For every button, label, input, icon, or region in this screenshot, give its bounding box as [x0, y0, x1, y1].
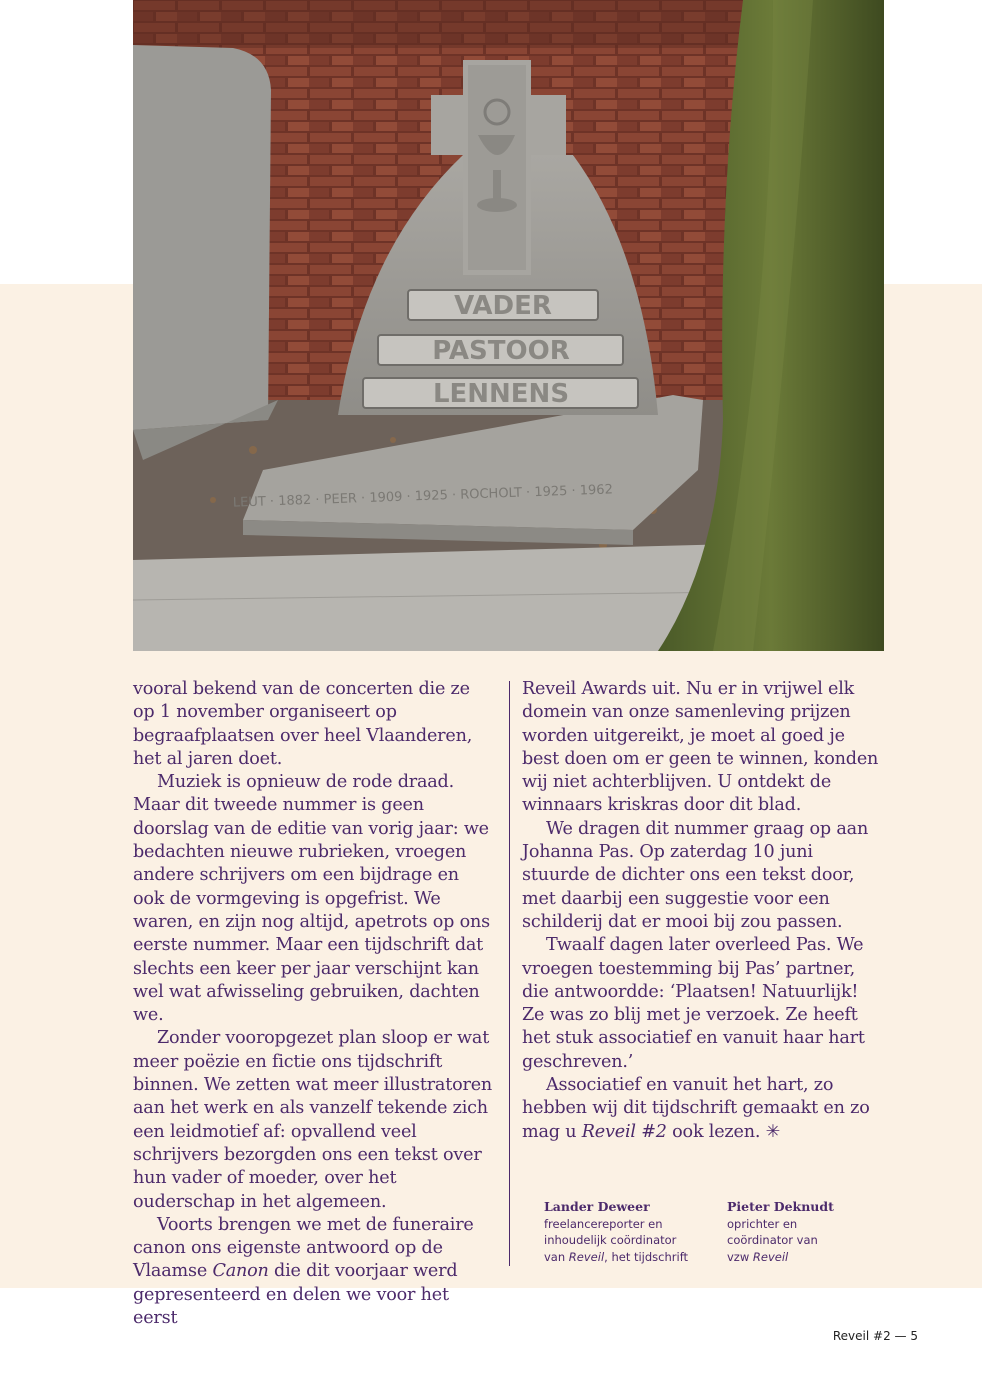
article-column-left	[133, 678, 493, 1330]
magazine-name: Reveil #2	[832, 1329, 891, 1343]
author-name: Pieter Deknudt	[727, 1199, 834, 1214]
paragraph: Reveil Awards uit. Nu er in vrijwel elk domein van onze samenleving prijzen worden uitgereikt, je moet al goed je best doen om er geen te winnen, konden wij niet achterblijven. U ontdekt de winnaars kriskras door dit blad.	[522, 679, 879, 816]
text-run: , het tijdschrift	[604, 1249, 689, 1264]
paragraph	[133, 1214, 493, 1330]
author-role: coördinator van	[727, 1233, 818, 1247]
author-role: oprichter en	[727, 1216, 798, 1231]
author-name: Lander Deweer	[544, 1199, 650, 1214]
title-italic: Reveil	[568, 1249, 605, 1264]
paragraph	[522, 1074, 882, 1144]
monument-line-3: LENNENS	[432, 379, 570, 409]
text-run: Voorts brengen we met de funeraire canon ons eigenste antwoord op de Vlaamse	[133, 1214, 474, 1282]
article-column-right	[522, 678, 882, 1144]
paragraph: Muziek is opnieuw de rode draad. Maar dit tweede nummer is geen doorslag van de editie van vorig jaar: we bedachten nieuwe rubrieken, vroegen andere schrijvers om een bijdrage en ook de vormgeving is opgefrist. We waren, en zijn nog altijd, apetrots op ons eerste nummer. Maar een tijdschrift dat slechts een keer per jaar verschijnt kan wel wat afwisseling gebruiken, dachten we.	[133, 772, 490, 1026]
author-role: freelancereporter en	[544, 1216, 663, 1231]
paragraph: Zonder vooropgezet plan sloop er wat meer poëzie en fictie ons tijdschrift binnen. We zetten wat meer illustratoren aan het werk en als vanzelf tekende zich een leidmotief af: opvallend veel schrijvers bezorgden ons een tekst over hun vader of moeder, over het ouderschap in het algemeen.	[133, 1028, 493, 1212]
text-run: vzw	[727, 1249, 753, 1264]
author-credit	[727, 1199, 834, 1265]
text-run: die dit voorjaar werd gepresenteerd en delen we voor het eerst	[133, 1261, 458, 1329]
paragraph: vooral bekend van de concerten die ze op 1 november organiseert op begraafplaatsen over heel Vlaanderen, het al jaren doet.	[133, 679, 473, 769]
footer-separator: —	[894, 1329, 907, 1343]
title-italic: Reveil	[752, 1249, 789, 1264]
title-italic: Canon	[212, 1261, 269, 1282]
paragraph: We dragen dit nummer graag op aan Johanna Pas. Op zaterdag 10 juni stuurde de dichter ons een tekst door, met daarbij een suggestie voor een schilderij dat er mooi bij zou passen.	[522, 818, 869, 932]
title-italic: Reveil #2	[581, 1121, 667, 1142]
author-role	[727, 1249, 834, 1266]
text-run: ook lezen. ✳	[666, 1121, 781, 1142]
column-divider	[509, 681, 510, 1266]
page-number: 5	[910, 1329, 918, 1343]
text-run: Associatief en vanuit het hart, zo hebben wij dit tijdschrift gemaakt en zo mag u	[522, 1075, 870, 1142]
author-role	[544, 1249, 688, 1266]
paragraph: Twaalf dagen later overleed Pas. We vroegen toestemming bij Pas’ partner, die antwoordde: ‘Plaatsen! Natuurlijk! Ze was zo blij met je verzoek. Ze heeft het stuk associatief en vanuit haar hart geschreven.’	[522, 935, 865, 1072]
monument-line-1: VADER	[454, 291, 552, 321]
author-credit	[544, 1199, 688, 1265]
page-footer	[833, 1329, 918, 1343]
base-inscription: LEUT · 1882 · PEER · 1909 · 1925 · ROCHOLT · 1925 · 1962	[232, 482, 614, 511]
author-role: inhoudelijk coördinator	[544, 1233, 677, 1247]
text-run: van	[544, 1249, 569, 1264]
cover-photo	[133, 0, 884, 651]
monument-line-2: PASTOOR	[432, 336, 570, 366]
